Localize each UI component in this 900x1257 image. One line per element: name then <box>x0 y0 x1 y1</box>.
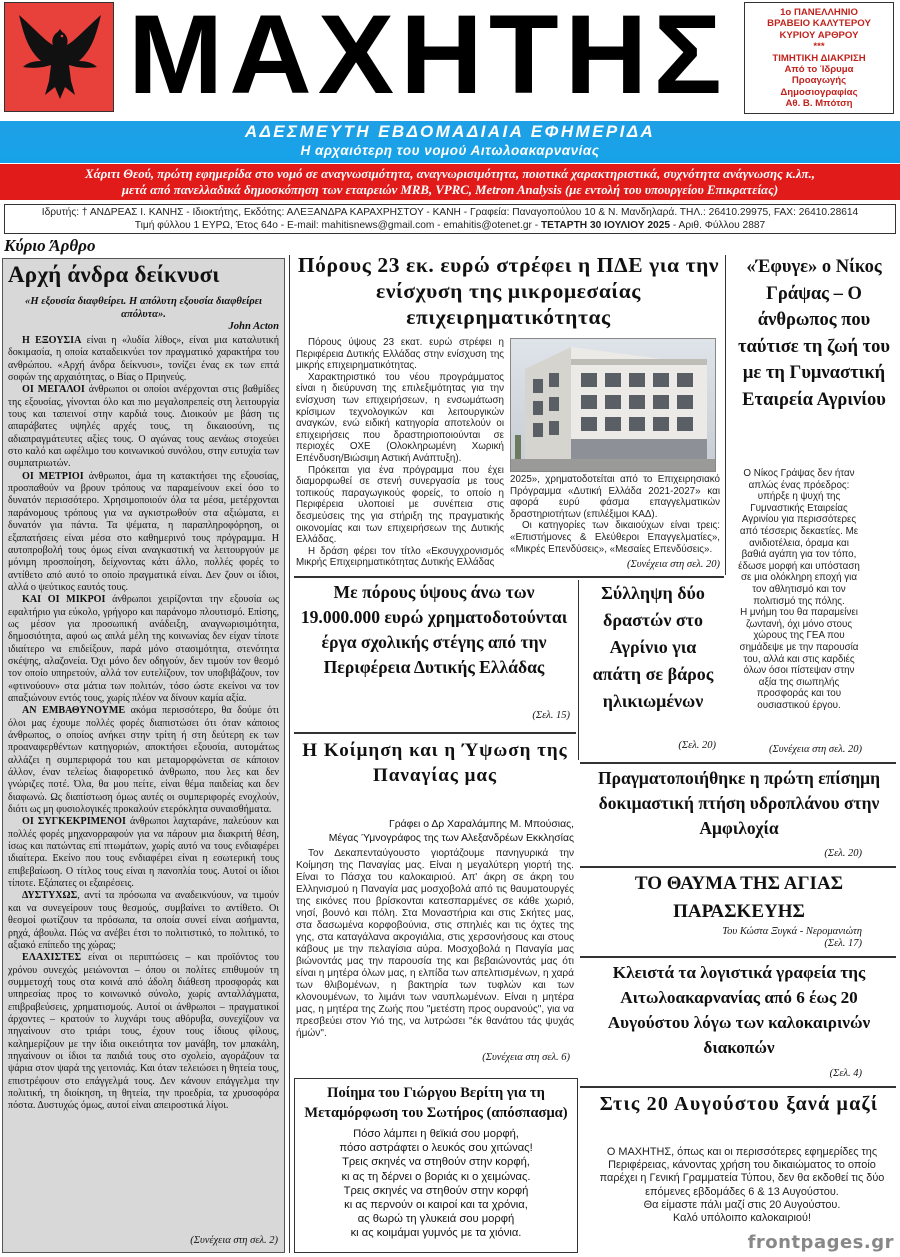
divider <box>580 956 896 958</box>
august-headline: Στις 20 Αυγούστου ξανά μαζί <box>599 1093 879 1115</box>
seaplane-story <box>584 766 894 842</box>
arrest-story <box>584 580 722 750</box>
august-body <box>592 1146 892 1246</box>
paragraph: Η δράση φέρει τον τίτλο «Εκσυγχρονισμός Μικρής Επιχειρηματικότητας Δυτικής Ελλάδας <box>296 545 504 569</box>
poem-line: Τρεις σκηνές να στηθούν στην κορφή <box>343 1184 529 1197</box>
poem-line: πόσο αστράφτει ο λευκός σου χιτώνας! <box>339 1142 533 1155</box>
paragraph: Θα είμαστε πάλι μαζί στις 20 Αυγούστου. <box>643 1198 841 1211</box>
editorial-article <box>2 258 285 1253</box>
paragraph <box>8 471 279 594</box>
subtagline: Η αρχαιότερη του νομού Αιτωλοακαρνανίας <box>300 143 600 158</box>
paragraph-text: άνθρωποι οι οποίοι ανέρχονται στις βαθμίδες της εξουσίας, γίνονται όλο και πιο μεγαλοπρεπείς στη λειτουργία τους και ταπεινοί στην καρδιά τους. Διοικούν με βάση τις απαράβατες υψηλές αρχές τους, τη δικαιοσύνη, τις αδιαπραγμάτευτες αξίες τους. Ο αγώνας τους αενάως στοχεύει στο καλό και ωφέλιμο του κοινωνικού συνόλου, στην ευτυχία των συμπατριωτών. <box>8 384 279 470</box>
paragraph: Ο Νίκος Γράψας δεν ήταν απλώς ένας πρόεδρος: υπήρξε η ψυχή της Γυμναστικής Εταιρείας Αγρινίου για περισσότερες από τέσσερις δεκαετίες. Με ανιδιοτέλεια, όραμα και βαθιά αγάπη για τον τόπο, έδωσε μορφή και υπόσταση σε μια ολόκληρη εποχή για τον αθλητισμό και τον πολιτισμό της πόλης. <box>738 468 860 607</box>
eagle-logo-icon <box>4 2 114 112</box>
agia-paraskevi-story <box>584 870 894 926</box>
agia-paraskevi-byline: Του Κώστα Ξυγκά - Νερομανιώτη <box>722 926 862 937</box>
paragraph-text: άνθρωποι χειρίζονται την εξουσία ως εφαλτήριο για εύκολο, γρήγορο και παράνομο πλουτισμό. Επίσης, ως μέσον για προσωπική ανάδειξη, αναγνωρισιμότητα, δημοσιότητα, αφού ως απλά μέλη της κοινωνίας δεν είχαν τίποτε ιδιαίτερο να επιδείξουν, παρά μόνο στασιμότητα, στενότητα σκέψης, αλαζονεία. Όχι μόνο δεν οδηγούν, δεν τιμούν τον θεσμό τον οποίο υπηρετούν, αλλά τον ευτελίζουν, τον υποβιβάζουν, τον «φτινούουν» στα μάτια των πολιτών, τόσο ώστε εκείνοι να τον απαξιώνουν εντός τους, χωρίς πλέον να δίνουν καμία αξία. <box>8 594 279 704</box>
tagline: ΑΔΕΣΜΕΥΤΗ ΕΒΔΟΜΑΔΙΑΙΑ ΕΦΗΜΕΡΙΔΑ <box>244 122 656 141</box>
paragraph: Η μνήμη του θα παραμείνει ζωντανή, όχι μόνο στους χώρους της ΓΕΑ που σημάδεψε με την παρουσία του, αλλά και στις καρδιές όλων όσοι πίστεψαν στην αξία της σιωπηλής προσφοράς και του ουσιαστικού έργου. <box>739 607 859 711</box>
poem-line: Πόσο λάμπει η θεϊκιά σου μορφή, <box>353 1128 519 1140</box>
paragraph-text: ακόμα περισσότερο, θα δούμε ότι όλοι μας έχουμε πολλές φορές διαπιστώσει ότι όταν κάποιος άνθρωπος, ο οποίος ανήκει στην τρίτη ή στη δεύτερη εκ των προαναφερθέντων κατηγοριών, αποκτήσει εξουσία, αυτομάτως αλλάζει η συμπεριφορά του και μεταμορφώνεται σε κάποιον άλλον, έναν τελείως διαφορετικό άνθρωπο, που λες και δεν γνώριζες ποτέ. Όλα, θα μου πείτε, είναι θέμα παιδείας και δεν διαφωνώ. Ως διαπίστωση όμως αυτές οι συμπεριφορές ενοχλούν, διότι ως μη φυσιολογικές προκαλούν ετερόκλητα συναισθήματα. <box>8 705 279 816</box>
koimisi-continued: (Συνέχεια στη σελ. 6) <box>482 1052 570 1063</box>
building-photo-image <box>511 339 716 472</box>
paragraph <box>8 335 279 384</box>
poem-box <box>294 1078 578 1253</box>
award-line: ΚΥΡΙΟΥ ΑΡΘΡΟΥ <box>779 29 859 41</box>
paragraph: 2025», χρηματοδοτείται από το Επιχειρησιακό Πρόγραμμα «Δυτική Ελλάδα 2021-2027» και αφορά ευρύ φάσμα επαγγελματικών δραστηριοτήτων (επιλέξιμοι ΚΑΔ). <box>510 474 720 520</box>
masthead <box>0 0 900 118</box>
issue-line <box>5 219 895 232</box>
byline-author: Γράφει ο Δρ Χαραλάμπης Μ. Μπούσιας, <box>389 819 574 830</box>
column-rule <box>289 255 290 1253</box>
arrest-page: (Σελ. 20) <box>678 740 716 751</box>
paragraph-text: είναι η «λυδία λίθος», είναι μια καταλυτική δοκιμασία, η οποία καταδεικνύει τον πραγματικό χαρακτήρα του ανθρώπου. «Αρχή άνδρα δείκνυσι», τονίζει ένας εκ των επτά σοφών της αρχαιότητας, ο Βίας ο Πριηνεύς. <box>8 335 279 384</box>
poem-headline: Ποίημα του Γιώργου Βερίτη για τη Μεταμόρφωση του Σωτήρος (απόσπασμα) <box>304 1085 568 1121</box>
koimisi-byline <box>296 818 574 846</box>
column-rule <box>578 580 579 760</box>
lead-story-body <box>296 337 504 571</box>
divider <box>580 866 896 868</box>
paragraph-lead: ΔΥΣΤΥΧΩΣ <box>22 890 78 902</box>
issue-date: ΤΕΤΑΡΤΗ 30 ΙΟΥΛΙΟΥ 2025 <box>540 220 671 231</box>
poem-line: κι ας τη δέρνει ο βοριάς κι ο χειμώνας. <box>341 1170 531 1183</box>
award-line: 1ο ΠΑΝΕΛΛΗΝΙΟ <box>780 7 858 18</box>
paragraph <box>8 705 279 816</box>
paragraph <box>8 952 279 1112</box>
award-line: Προαγωγής <box>791 75 847 87</box>
paragraph-text: άνθρωποι, άμα τη κατακτήσει της εξουσίας, προσπαθούν να βρουν τρόπους να παραμείνουν εκεί όσο το δυνατόν περισσότερο. Χρησιμοποιούν όλα τα μέσα, μετέρχονται παράνομους τρόπους για να αγκιστρωθούν στα αξιώματα, ει δυνατόν για πάντα. Τα ψέματα, η παραπληροφόρηση, οι εξαπατήσεις είναι μέσα στο καθημερινό τους πρόγραμμα. Η αυτοπροβολή τους όμως είναι αναγκαστική να λειτουργούν με μόνιμη προσποίηση, δείχνοντας κάτι άλλο, πολλές φορές το αντίθετο από αυτό το οποίο πραγματικά είναι. Δεν ζουν οι ίδιοι, αλλά ο ψεύτικος εαυτός τους. <box>8 470 279 593</box>
paragraph <box>8 890 279 952</box>
price-contact: Τιμή φύλλου 1 ΕΥΡΩ, Έτος 64ο - E-mail: mahitisnews@gmail.com - emahitis@otenet.gr - <box>134 220 541 231</box>
paragraph-lead: ΑΝ ΕΜΒΑΘΥΝΟΥΜΕ <box>22 705 126 717</box>
issue-number: - Αριθ. Φύλλου 2887 <box>670 220 766 231</box>
paragraph <box>8 594 279 705</box>
august-story <box>584 1092 894 1144</box>
paragraph-text: , αντί τα πρόσωπα να αναδεικνύουν, να τιμούν και να συνεγείρουν τους θεσμούς, συμβαίνει το αντίθετο. Οι θεσμοί φωτίζουν τα πρόσωπα, τα οποία συνεί είναι ασήμαντα, ρηχά, άβουλα. Πώς να ανέβει έτσι το πολιτιστικό, το πολιτικό, το αξιακό επίπεδο της χώρας; <box>8 890 279 951</box>
editorial-continued: (Συνέχεια στη σελ. 2) <box>190 1235 278 1246</box>
quote-author: John Acton <box>228 321 279 332</box>
section-label: Κύριο Άρθρο <box>4 236 96 255</box>
funding-headline: Με πόρους ύψους άνω των 19.000.000 ευρώ χρηματοδοτούνται έργα σχολικής στέγης από την Περιφέρεια Δυτικής Ελλάδας <box>300 582 568 677</box>
koimisi-headline: Η Κοίμηση και η Ύψωση της Παναγίας μας <box>302 740 568 786</box>
poem-line: Τρεις σκηνές να στηθούν στην κορφή, <box>342 1156 530 1169</box>
seaplane-headline: Πραγματοποιήθηκε η πρώτη επίσημη δοκιμαστική πτήση υδροπλάνου στην Αμφιλοχία <box>597 768 881 838</box>
survey-band <box>0 164 900 200</box>
offices-story <box>584 960 894 1066</box>
agia-paraskevi-headline: ΤΟ ΘΑΥΜΑ ΤΗΣ ΑΓΙΑΣ ΠΑΡΑΣΚΕΥΗΣ <box>634 873 844 922</box>
award-box <box>744 2 894 114</box>
grapsas-body <box>736 468 862 740</box>
lead-story-header <box>296 252 721 336</box>
paragraph: Ο ΜΑΧΗΤΗΣ, όπως και οι περισσότερες εφημερίδες της Περιφέρειας, κάνοντας χρήση του δικαιώματος το οποίο παρέχει η Γενική Γραμματεία Τύπου, δεν θα εκδοθεί τις δύο επόμενες εβδομάδες 6 & 13 Αυγούστου. <box>599 1146 885 1198</box>
seaplane-page: (Σελ. 20) <box>824 848 862 859</box>
divider <box>580 1086 896 1088</box>
paragraph: Τον Δεκαπενταύγουστο γιορτάζουμε πανηγυρικά την Κοίμηση της Παναγίας μας. Είναι η μεγαλύτερη γιορτή της. Είναι το Πάσχα του καλοκαιριού. Απ' άκρη σε άκρη του Ελληνισμού η Παναγία μας μοσχοβολά από τις θαυματουργές της εικόνες που βρίσκονται κατεσπαρμένες σε κάθε χωριό, νησί, βουνό και πόλη. Στα Μοναστήρια και στις Σκήτες μας, στα δασωμένα κορφοβούνια, στις σπηλιές και τις όχτες της γης, στα καταγάλανα ακρογιάλια, στις χερσονήσους και στους κάβους με την πελαγίσια αύρα. Μοσχοβολά η Παναγία μας βιώνοντάς μας την παρουσία της και βεβαιώνοντάς μας ότι είναι η μητέρα όλων μας, η ελπίδα των απελπισμένων, η χαρά των θλιβομένων, η βακτηρία των τυφλών και των κλονουμένων, το λιμάνι των ναυπλωμένων. Είναι η μητέρα μας, η μητέρα της Ζωής που "μετέστη προς ουρανούς", για να πρεσβεύει στον Υιό της, να λυτρώσει "έκ θανάτου τάς ψυχάς ήμών". <box>296 848 574 1039</box>
paragraph: Πρόκειται για ένα πρόγραμμα που έχει διαμορφωθεί σε στενή συνεργασία με τους τοπικούς παραγωγικούς φορείς, το οποίο η Περιφέρεια υλοποιεί με συνέπεια στις δεσμεύσεις της για στήριξη της πραγματικής οικονομίας και των επιχειρήσεων της Δυτικής Ελλάδας. <box>296 464 504 546</box>
publisher-line: Ιδρυτής: † ΑΝΔΡΕΑΣ Ι. ΚΑΝΗΣ - Ιδιοκτήτης, Εκδότης: ΑΛΕΞΑΝΔΡΑ ΚΑΡΑΧΡΗΣΤΟΥ - ΚΑΝΗ - Γραφεία: Παναγοπούλου 10 & Ν. Μανδηλαρά. ΤΗΛ.: 26410.29975, FAX: 26410.28614 <box>41 207 859 218</box>
paragraph-text: άνθρωποι λαχταράνε, παλεύουν και πολλές φορές μηχανορραφούν για να πάρουν μια διακριτή θέση, ίσως και πατώντας επί πτωμάτων, χωρίς αυτό να τους ενδιαφέρει ιδιαίτερα. Εκείνο που τους ενδιαφέρει είναι η εσωτερική τους επιβεβαίωση. Ο τίτλος τους είναι η πανοπλία τους. Αυτοί οι ίδιοι τίποτε. Εξάπατες οι εξαιρέσεις. <box>8 816 279 890</box>
poem-line: κι ας κοιμάμαι γυμνός με τα χιόνια. <box>350 1227 522 1240</box>
award-line: ΤΙΜΗΤΙΚΗ ΔΙΑΚΡΙΣΗ <box>772 52 866 64</box>
award-line: *** <box>813 41 825 53</box>
award-line: ΒΡΑΒΕΙΟ ΚΑΛΥΤΕΡΟΥ <box>767 18 871 30</box>
lead-story-body-right <box>510 474 720 560</box>
grapsas-continued: (Συνέχεια στη σελ. 20) <box>768 744 862 755</box>
paragraph-lead: ΟΙ ΜΕΓΑΛΟΙ <box>22 384 85 396</box>
paragraph <box>8 384 279 470</box>
funding-story <box>296 580 572 726</box>
column-rule <box>725 255 726 575</box>
paragraph-lead: ΚΑΙ ΟΙ ΜΙΚΡΟΙ <box>22 594 106 606</box>
survey-line-1: Χάριτι Θεού, πρώτη εφημερίδα στο νομό σε αναγνωσιμότητα, αναγνωρισιμότητα, ποιοτικά χαρακτηριστικά, συχνότητα ανάγνωσης κ.λπ., <box>85 167 815 181</box>
grapsas-header <box>733 254 895 466</box>
agia-paraskevi-page: (Σελ. 17) <box>824 938 862 949</box>
divider <box>294 576 724 578</box>
building-photo <box>510 338 716 472</box>
poem-text <box>301 1127 571 1241</box>
award-line: Δημοσιογραφίας <box>780 86 858 98</box>
newspaper-title: ΜΑΧΗΤΗΣ <box>128 0 729 117</box>
paragraph-lead: ΟΙ ΣΥΓΚΕΚΡΙΜΕΝΟΙ <box>22 816 126 828</box>
offices-headline: Κλειστά τα λογιστικά γραφεία της Αιτωλοακαρνανίας από 6 έως 20 Αυγούστου λόγω των καλοκαιρινών διακοπών <box>607 963 871 1057</box>
paragraph-lead: ΟΙ ΜΕΤΡΙΟΙ <box>22 470 84 482</box>
paragraph: Πόρους ύψους 23 εκατ. ευρώ στρέφει η Περιφέρεια Δυτικής Ελλάδας στην ενίσχυση της μικρής επιχειρηματικότητας. <box>296 337 504 372</box>
watermark: frontpages.gr <box>747 1232 894 1253</box>
lead-story-continued: (Συνέχεια στη σελ. 20) <box>626 559 720 570</box>
grapsas-headline: «Έφυγε» ο Νίκος Γράψας – Ο άνθρωπος που ταύτισε τη ζωή του με τη Γυμναστική Εταιρεία Αγρινίου <box>737 257 890 410</box>
paragraph <box>8 816 279 890</box>
offices-page: (Σελ. 4) <box>829 1068 862 1079</box>
koimisi-body <box>296 848 574 1050</box>
paragraph-text: είναι οι περιπτώσεις – και προϊόντος του χρόνου συνεχώς μειώνονται – όπου οι πολίτες επιθυμούν τη συμμετοχή τους στα κοινά από άδολη διάθεση προσφοράς και υπηρεσίας προς το κοινωνικό σύνολο, χωρίς ανταλλάγματα, επιβραβεύσεις, χρηματισμούς. Αυτοί οι άνθρωποι – πραγματικοί άρχοντες – κρατούν το λυχνάρι τους αθόρυβα, συνεχίζουν να πηγαίνουν στο τριάρι τους, έχουν τους ίδιους φίλους, καλημερίζουν με την ίδια οικειότητα τον μανάβη, τον μπακάλη, πηγαίνουν οι ίδιοι τα παιδιά τους στο σχολείο, αγοράζουν τα ψάρια στον ψαρά της γειτονιάς. Και όταν τελειώσει η θητεία τους, επιστρέφουν στο επάγγελμά τους. Δεν κάνουν επάγγελμα την πολιτική, τη διοίκηση, τη θητεία, την προεδρία, τα χρυσοφόρα πόστα. Δυστυχώς όμως, αυτοί είναι απειροστικά λίγοι. <box>8 952 279 1112</box>
survey-line-2: μετά από πανελλαδικά δημοσκόπηση των εταιρειών MRB, VPRC, Metron Analysis (με εντολή του υπουργείου Επικρατείας) <box>121 183 779 197</box>
byline-title: Μέγας Ύμνογράφος της των Αλεξανδρέων Εκκλησίας <box>328 832 574 844</box>
editorial-quote: «Η εξουσία διαφθείρει. Η απόλυτη εξουσία διαφθείρει απόλυτα». <box>25 296 262 320</box>
tagline-band <box>0 121 900 163</box>
paragraph: Καλό υπόλοιπο καλοκαιριού! <box>673 1212 811 1225</box>
editorial-title: Αρχή άνδρα δείκνυσι <box>8 262 220 287</box>
lead-headline: Πόρους 23 εκ. ευρώ στρέφει η ΠΔΕ για την ενίσχυση της μικρομεσαίας επιχειρηματικότητας <box>297 253 720 329</box>
divider <box>580 762 896 764</box>
funding-page: (Σελ. 15) <box>532 710 570 721</box>
editorial-body <box>8 335 279 1113</box>
award-line: Από το Ίδρυμα <box>784 64 854 76</box>
publisher-info <box>4 204 896 234</box>
paragraph-lead: ΕΛΑΧΙΣΤΕΣ <box>22 952 82 964</box>
award-line: Αθ. Β. Μπότση <box>785 98 853 110</box>
poem-line: ας θωρώ τη γλυκειά σου μορφή <box>357 1213 515 1226</box>
poem-line: κι ας περνούν οι καιροί και τα χρόνια, <box>344 1199 528 1212</box>
arrest-headline: Σύλληψη δύο δραστών στο Αγρίνιο για απάτη σε βάρος ηλικιωμένων <box>592 583 714 711</box>
paragraph: Χαρακτηριστικό του νέου προγράμματος είναι η διεύρυνση της επιλεξιμότητας για την ενίσχυση των επιχειρήσεων, η ενσωμάτωση κρίσιμων τεχνολογικών και λειτουργικών αναγκών, ενώ ειδική κατηγορία αποτελούν οι επιχειρήσεις που δραστηριοποιούνται σε περιοχές ΟΧΕ (Ολοκληρωμένη Χωρική Επένδυση/Βιώσιμη Αστική Ανάπτυξη). <box>296 371 504 464</box>
paragraph: Οι κατηγορίες των δικαιούχων είναι τρεις: «Επιστήμονες & Ελεύθεροι Επαγγελματίες», «Μικρές Επενδύσεις», «Μεσαίες Επενδύσεις». <box>510 520 720 555</box>
paragraph-lead: Η ΕΞΟΥΣΙΑ <box>22 335 82 346</box>
divider <box>294 732 576 734</box>
koimisi-header <box>296 738 574 818</box>
